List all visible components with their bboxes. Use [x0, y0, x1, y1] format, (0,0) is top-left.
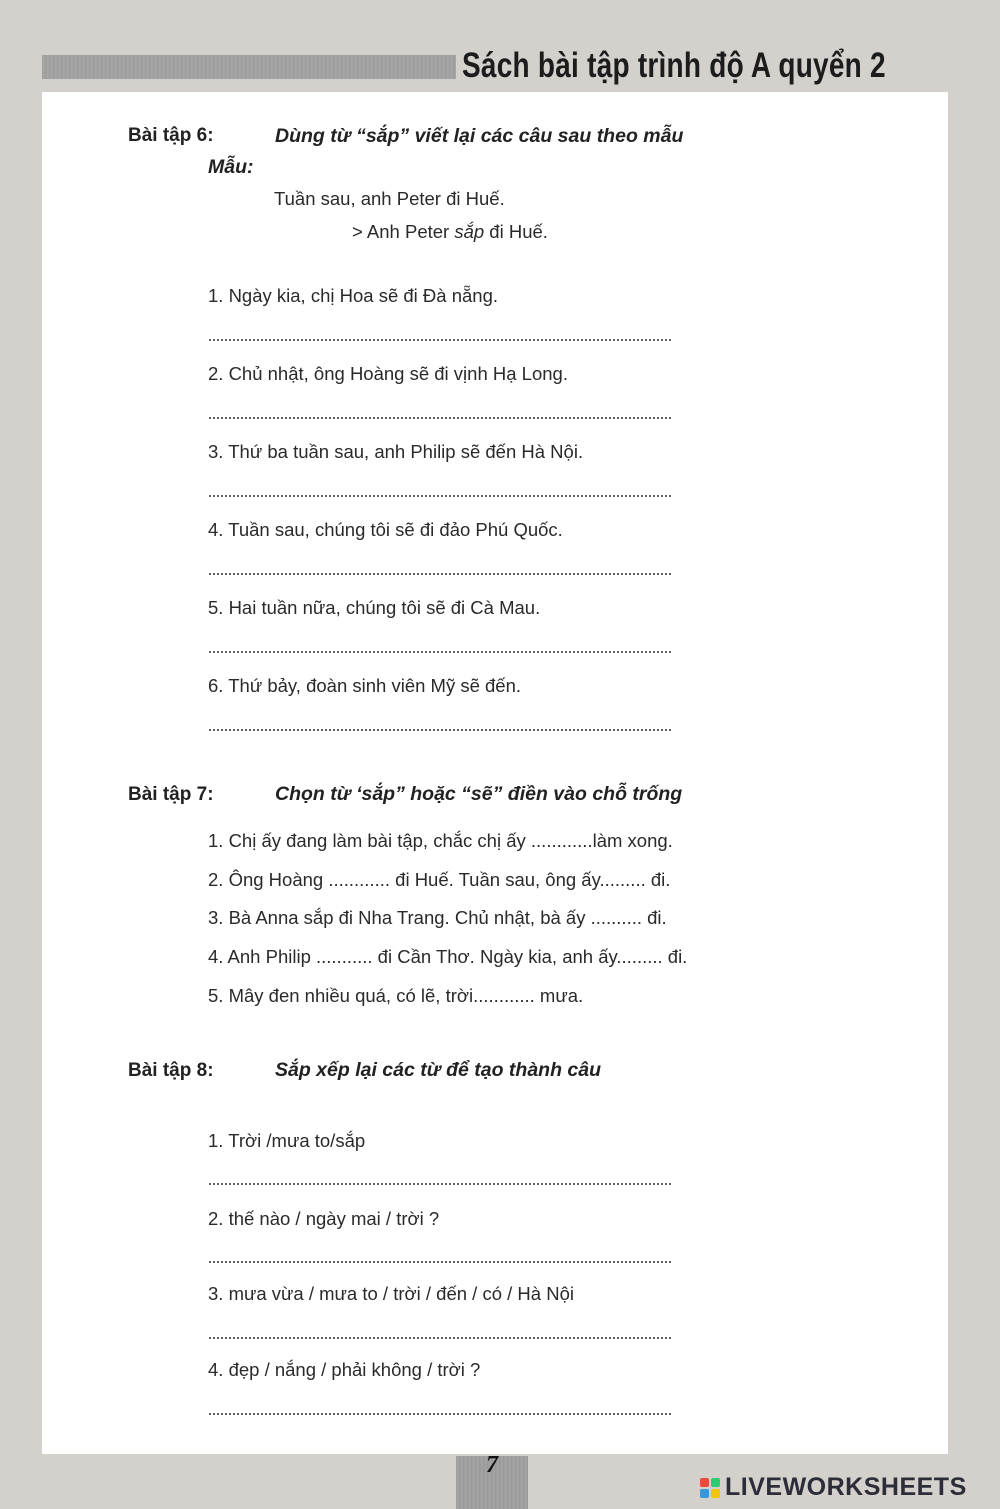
exercise-8-item: 1. Trời /mưa to/sắp — [208, 1130, 366, 1151]
header-band — [42, 55, 456, 79]
sample-answer-word: sắp — [454, 221, 485, 242]
answer-line[interactable] — [208, 651, 672, 653]
exercise-6-label: Bài tập 6: — [128, 125, 214, 146]
exercise-7-label: Bài tập 7: — [128, 784, 214, 805]
exercise-7-item[interactable]: 4. Anh Philip ........... đi Cần Thơ. Ngày kia, anh ấy......... đi. — [208, 946, 688, 967]
liveworksheets-logo-icon — [700, 1478, 720, 1498]
brand-text: LIVEWORKSHEETS — [725, 1473, 967, 1501]
exercise-6-item: 2. Chủ nhật, ông Hoàng sẽ đi vịnh Hạ Long. — [208, 363, 568, 384]
sample-label: Mẫu: — [208, 156, 254, 178]
sample-answer-suffix: đi Huế. — [484, 221, 548, 242]
answer-line[interactable] — [208, 339, 672, 341]
exercise-7-item[interactable]: 5. Mây đen nhiều quá, có lẽ, trời............ mưa. — [208, 985, 584, 1006]
answer-line[interactable] — [208, 1337, 672, 1339]
exercise-8-label: Bài tập 8: — [128, 1060, 214, 1081]
liveworksheets-brand[interactable] — [700, 1473, 967, 1502]
answer-line[interactable] — [208, 1413, 672, 1415]
exercise-7-item[interactable]: 1. Chị ấy đang làm bài tập, chắc chị ấy ............làm xong. — [208, 830, 673, 851]
exercise-8-item: 2. thế nào / ngày mai / trời ? — [208, 1208, 440, 1229]
answer-line[interactable] — [208, 573, 672, 575]
sample-answer-prefix: > Anh Peter — [352, 221, 455, 242]
answer-line[interactable] — [208, 729, 672, 731]
exercise-6-item: 3. Thứ ba tuần sau, anh Philip sẽ đến Hà Nội. — [208, 441, 584, 462]
exercise-6-instruction: Dùng từ “sắp” viết lại các câu sau theo mẫu — [275, 125, 684, 147]
exercise-7-instruction: Chọn từ ‘sắp” hoặc “sẽ” điền vào chỗ trống — [275, 783, 683, 805]
sample-answer — [352, 221, 548, 243]
answer-line[interactable] — [208, 1183, 672, 1185]
sample-sentence: Tuần sau, anh Peter đi Huế. — [274, 188, 505, 209]
answer-line[interactable] — [208, 495, 672, 497]
book-title: Sách bài tập trình độ A quyển 2 — [462, 46, 886, 85]
exercise-6-item: 5. Hai tuần nữa, chúng tôi sẽ đi Cà Mau. — [208, 597, 541, 618]
exercise-7-item[interactable]: 2. Ông Hoàng ............ đi Huế. Tuần sau, ông ấy......... đi. — [208, 869, 671, 890]
exercise-6-item: 4. Tuần sau, chúng tôi sẽ đi đảo Phú Quốc. — [208, 519, 563, 540]
exercise-6-item: 6. Thứ bảy, đoàn sinh viên Mỹ sẽ đến. — [208, 675, 522, 696]
answer-line[interactable] — [208, 417, 672, 419]
exercise-7-item[interactable]: 3. Bà Anna sắp đi Nha Trang. Chủ nhật, bà ấy .......... đi. — [208, 907, 667, 928]
exercise-8-instruction: Sắp xếp lại các từ để tạo thành câu — [275, 1059, 602, 1081]
exercise-8-item: 4. đẹp / nắng / phải không / trời ? — [208, 1359, 481, 1380]
page-number: 7 — [486, 1452, 498, 1478]
exercise-8-item: 3. mưa vừa / mưa to / trời / đến / có / Hà Nội — [208, 1283, 574, 1304]
exercise-6-item: 1. Ngày kia, chị Hoa sẽ đi Đà nẵng. — [208, 285, 498, 306]
answer-line[interactable] — [208, 1261, 672, 1263]
